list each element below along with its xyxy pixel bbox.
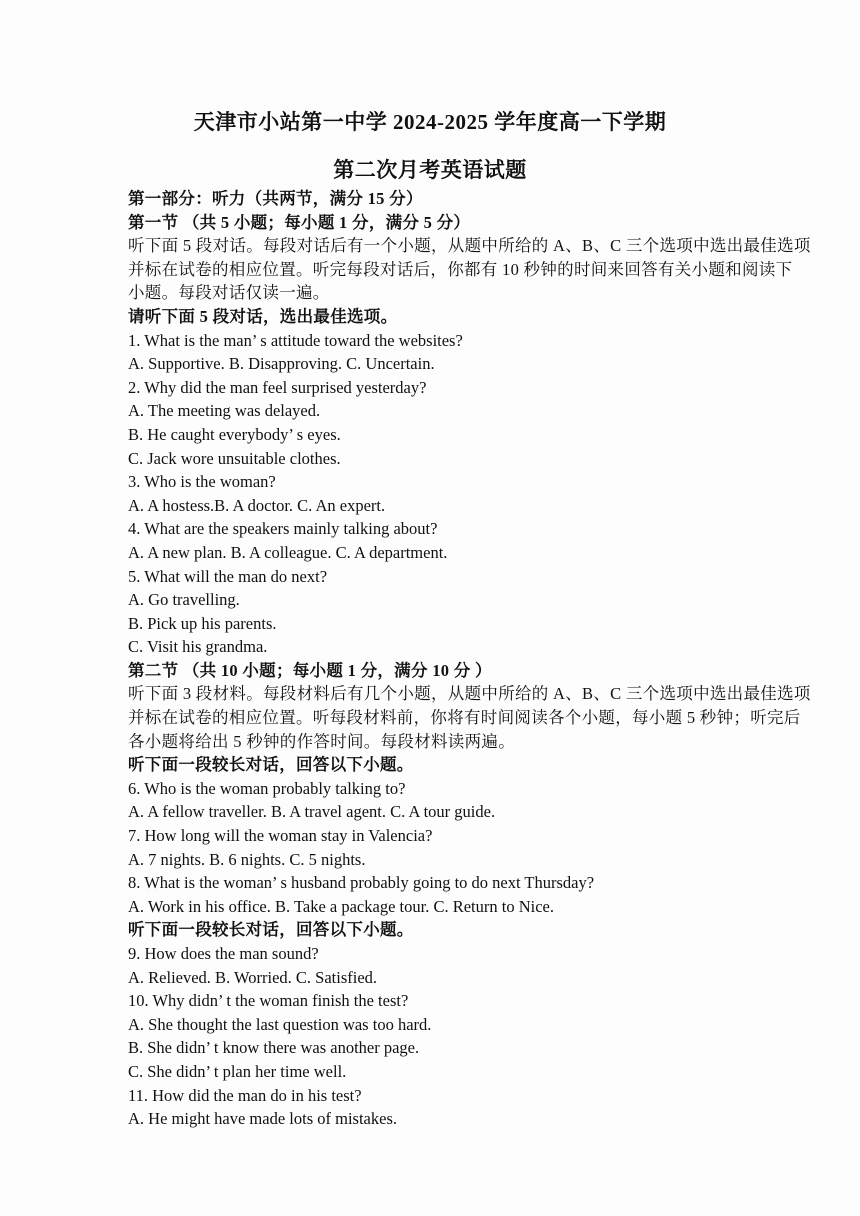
text-line: A. He might have made lots of mistakes. bbox=[128, 1109, 397, 1129]
text-line: A. She thought the last question was too hard. bbox=[128, 1014, 432, 1034]
section-heading: 请听下面 5 段对话，选出最佳选项。 bbox=[128, 306, 398, 326]
text-line: C. Visit his grandma. bbox=[128, 637, 268, 657]
text-line: 4. What are the speakers mainly talking about? bbox=[128, 519, 438, 539]
text-line: 听下面 5 段对话。每段对话后有一个小题，从题中所给的 A、B、C 三个选项中选出最佳选项 bbox=[128, 236, 811, 256]
text-line: B. She didn’ t know there was another page. bbox=[128, 1038, 420, 1058]
text-line: B. Pick up his parents. bbox=[128, 613, 277, 633]
text-line: 11. How did the man do in his test? bbox=[128, 1085, 362, 1105]
section-heading: 第二节 （共 10 小题；每小题 1 分，满分 10 分 ） bbox=[128, 660, 492, 680]
text-line: 并标在试卷的相应位置。听每段材料前，你将有时间阅读各个小题，每小题 5 秒钟；听完后 bbox=[128, 708, 801, 728]
text-line: 10. Why didn’ t the woman finish the test? bbox=[128, 991, 409, 1011]
text-line: A. 7 nights. B. 6 nights. C. 5 nights. bbox=[128, 849, 366, 869]
text-line: A. Work in his office. B. Take a package tour. C. Return to Nice. bbox=[128, 896, 554, 916]
text-line: 听下面 3 段材料。每段材料后有几个小题，从题中所给的 A、B、C 三个选项中选出最佳选项 bbox=[128, 684, 811, 704]
text-line: 9. How does the man sound? bbox=[128, 944, 319, 963]
exam-subtitle: 第二次月考英语试题 bbox=[333, 158, 527, 182]
exam-title: 天津市小站第一中学 2024-2025 学年度高一下学期 bbox=[193, 110, 667, 134]
text-line: 3. Who is the woman? bbox=[128, 472, 276, 492]
section-heading: 听下面一段较长对话，回答以下小题。 bbox=[128, 920, 414, 940]
exam-body bbox=[128, 187, 811, 1131]
text-line: A. A hostess.B. A doctor. C. An expert. bbox=[128, 495, 386, 515]
text-line: C. Jack wore unsuitable clothes. bbox=[128, 448, 341, 468]
text-line: 并标在试卷的相应位置。听完每段对话后，你都有 10 秒钟的时间来回答有关小题和阅读下 bbox=[128, 259, 793, 279]
section-heading: 听下面一段较长对话，回答以下小题。 bbox=[128, 755, 414, 775]
text-line: 5. What will the man do next? bbox=[128, 566, 328, 586]
text-line: 1. What is the man’ s attitude toward the websites? bbox=[128, 330, 463, 350]
text-line: A. The meeting was delayed. bbox=[128, 401, 321, 421]
text-line: 2. Why did the man feel surprised yesterday? bbox=[128, 377, 427, 397]
text-line: A. A new plan. B. A colleague. C. A department. bbox=[128, 542, 448, 562]
text-line: 7. How long will the woman stay in Valencia? bbox=[128, 826, 433, 846]
text-line: A. Supportive. B. Disapproving. C. Uncertain. bbox=[128, 354, 435, 374]
text-line: B. He caught everybody’ s eyes. bbox=[128, 424, 341, 444]
text-line: 小题。每段对话仅读一遍。 bbox=[128, 283, 330, 303]
section-heading: 第一节 （共 5 小题；每小题 1 分，满分 5 分） bbox=[128, 212, 471, 232]
text-line: A. Go travelling. bbox=[128, 590, 240, 610]
text-line: A. Relieved. B. Worried. C. Satisfied. bbox=[128, 967, 378, 987]
text-line: 6. Who is the woman probably talking to? bbox=[128, 778, 406, 798]
text-line: 各小题将给出 5 秒钟的作答时间。每段材料读两遍。 bbox=[128, 731, 515, 751]
text-line: 8. What is the woman’ s husband probably going to do next Thursday? bbox=[128, 873, 595, 893]
text-line: C. She didn’ t plan her time well. bbox=[128, 1061, 347, 1081]
text-line: A. A fellow traveller. B. A travel agent. C. A tour guide. bbox=[128, 802, 496, 822]
section-heading: 第一部分：听力（共两节，满分 15 分） bbox=[128, 189, 423, 208]
